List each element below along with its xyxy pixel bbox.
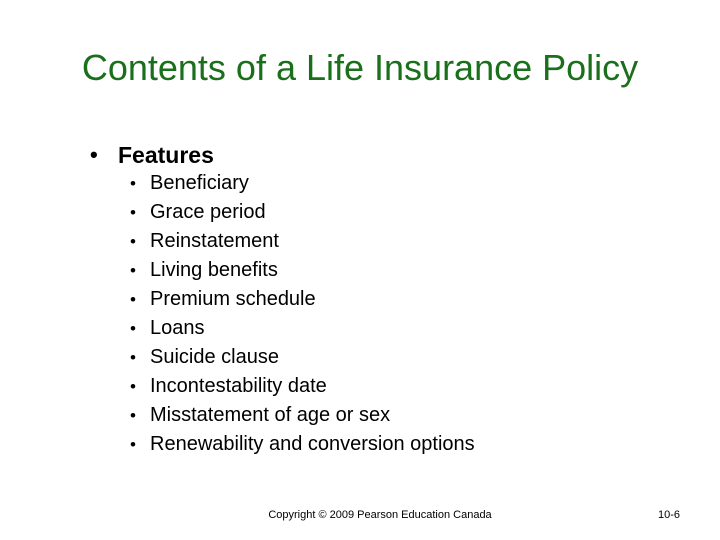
list-item xyxy=(130,372,650,401)
list-item-label: Beneficiary xyxy=(150,172,249,194)
sub-bullet-list xyxy=(130,169,650,459)
bullet-marker: • xyxy=(130,435,136,454)
bullet-marker: • xyxy=(130,377,136,396)
slide-title: Contents of a Life Insurance Policy xyxy=(81,47,639,88)
main-bullet-label: Features xyxy=(118,142,214,168)
page-number: 10-6 xyxy=(657,509,680,521)
list-item-label: Suicide clause xyxy=(150,346,279,368)
bullet-marker: • xyxy=(90,142,98,167)
list-item-label: Premium schedule xyxy=(150,288,316,310)
bullet-marker: • xyxy=(130,348,136,367)
main-bullet-list xyxy=(90,138,650,172)
list-item-label: Living benefits xyxy=(150,259,278,281)
list-item-label: Loans xyxy=(150,317,205,339)
bullet-marker: • xyxy=(130,232,136,251)
list-item xyxy=(130,227,650,256)
list-item-label: Renewability and conversion options xyxy=(150,433,475,455)
list-item-label: Reinstatement xyxy=(150,230,279,252)
footer-copyright: Copyright © 2009 Pearson Education Canada xyxy=(268,509,492,521)
list-item-label: Grace period xyxy=(150,201,266,223)
list-item xyxy=(130,343,650,372)
list-item xyxy=(130,430,650,459)
bullet-marker: • xyxy=(130,261,136,280)
list-item xyxy=(130,285,650,314)
list-item xyxy=(130,198,650,227)
bullet-marker: • xyxy=(130,174,136,193)
list-item xyxy=(130,256,650,285)
bullet-marker: • xyxy=(130,290,136,309)
list-item-label: Incontestability date xyxy=(150,375,327,397)
list-item xyxy=(130,314,650,343)
main-bullet-item xyxy=(90,138,650,172)
bullet-marker: • xyxy=(130,406,136,425)
list-item xyxy=(130,401,650,430)
list-item xyxy=(130,169,650,198)
list-item-label: Misstatement of age or sex xyxy=(150,404,391,426)
bullet-marker: • xyxy=(130,203,136,222)
bullet-marker: • xyxy=(130,319,136,338)
